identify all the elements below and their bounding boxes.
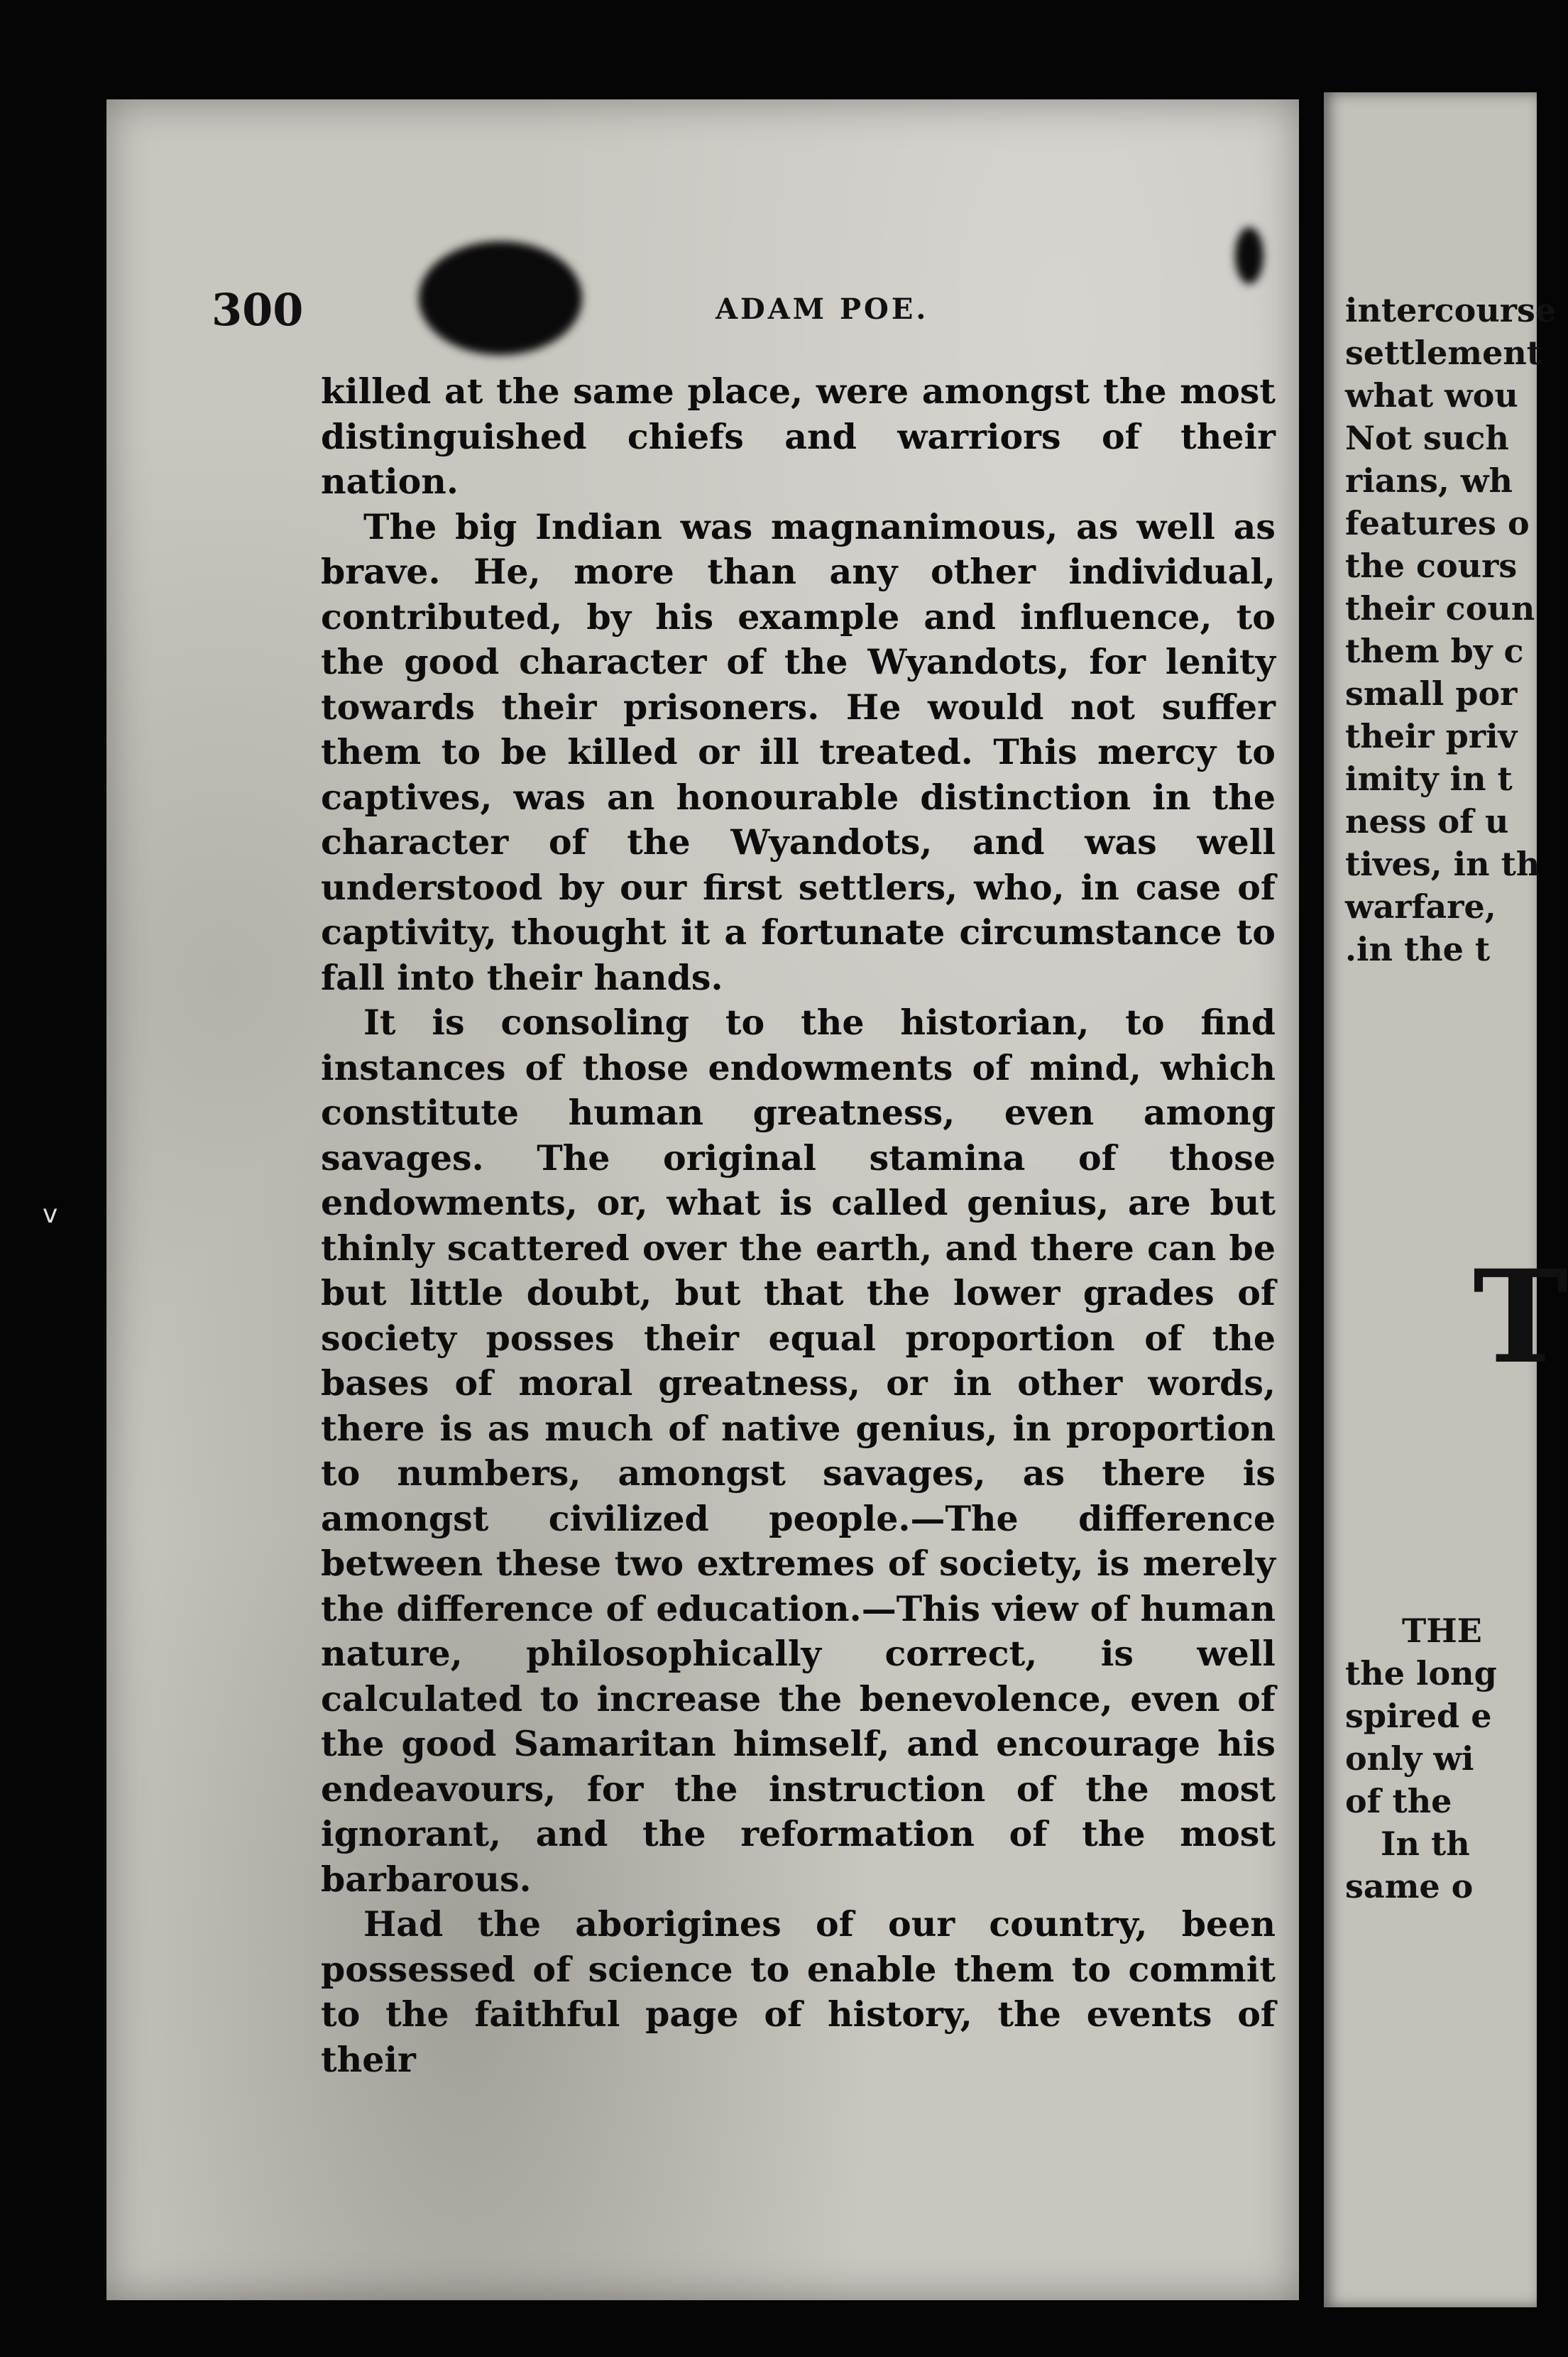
next-line: spired e <box>1345 1697 1492 1735</box>
next-line: THE <box>1402 1612 1482 1650</box>
drop-title-letter: T <box>1473 1242 1568 1392</box>
next-line: intercourse <box>1345 291 1557 329</box>
next-line: ness of u <box>1345 802 1509 841</box>
next-line: warfare, <box>1345 887 1496 926</box>
next-line: tives, in th <box>1345 845 1540 883</box>
adjacent-page-fragment <box>1324 92 1568 2307</box>
next-line: .in the t <box>1345 930 1491 968</box>
ink-blot-small <box>1235 227 1263 284</box>
next-line: In th <box>1381 1825 1470 1863</box>
next-line: Not such <box>1345 419 1509 457</box>
next-line: of the <box>1345 1782 1452 1820</box>
next-line: their priv <box>1345 717 1518 755</box>
paragraph-4: Had the aborigines of our country, been possessed of science to enable them to commit to the faithful page of history, the events of their <box>321 1903 1276 2080</box>
scan-margin-mark: v <box>43 1200 58 1229</box>
next-line: the long <box>1345 1654 1497 1692</box>
paragraph-1: killed at the same place, were amongst the most distinguished chiefs and warriors of their nation. <box>321 371 1276 502</box>
paragraph-2: The big Indian was magnanimous, as well as brave. He, more than any other individual, contributed, by his example and influence, to the good character of the Wyandots, for lenity towards their prisoners. He would not suffer them to be killed or ill treated. This mercy to captives, was an honourable distinction in the character of the Wyandots, and was well understood by our first settlers, who, in case of captivity, thought it a fortunate circumstance to fall into their hands. <box>321 505 1276 998</box>
next-line: rians, wh <box>1345 461 1513 500</box>
next-line: only wi <box>1345 1739 1474 1778</box>
next-line: small por <box>1345 674 1518 713</box>
next-line: their coun <box>1345 589 1535 628</box>
paragraph-3: It is consoling to the historian, to find instances of those endowments of mind, which constitute human greatness, even among savages. The original stamina of those endowments, or, what is called genius, are but thinly scattered over the earth, and there can be but little doubt, but that the lower grades of society posses their equal proportion of the bases of moral greatness, or in other words, there is as much of native genius, in proportion to numbers, amongst savages, as there is amongst civilized people.—The difference between these two extremes of society, is merely the difference of education.—This view of human nature, philosophically correct, is well calculated to increase the benevolence, even of the good Samaritan himself, and encourage his endeavours, for the instruction of the most ignorant, and the reformation of the most barbarous. <box>321 1002 1276 1900</box>
next-line: settlement <box>1345 334 1542 372</box>
body-text <box>321 369 1276 2082</box>
next-line: features o <box>1345 504 1530 542</box>
next-line: what wou <box>1345 376 1518 415</box>
next-line: them by c <box>1345 632 1524 670</box>
next-line: same o <box>1345 1867 1474 1905</box>
running-head <box>212 284 1262 334</box>
next-line: the cours <box>1345 547 1518 585</box>
next-line: imity in t <box>1345 760 1513 798</box>
page-number: 300 <box>212 284 304 336</box>
running-title: ADAM POE. <box>716 292 929 326</box>
